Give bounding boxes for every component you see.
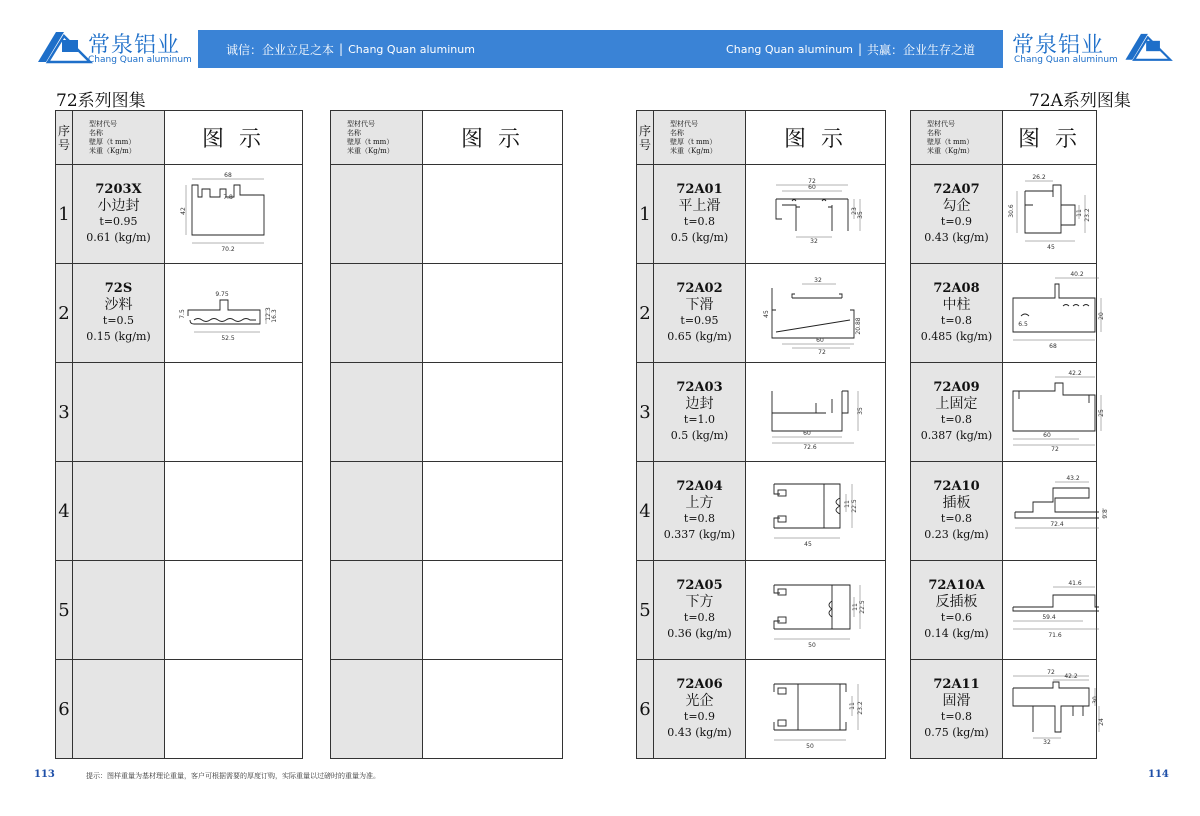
profile-drawing xyxy=(1003,363,1105,462)
table-row xyxy=(331,363,563,462)
profile-name: 反插板 xyxy=(935,594,978,610)
page-title-right: 72A系列图集 xyxy=(1029,91,1131,111)
table-row xyxy=(911,165,1097,264)
header-figure: 图 示 xyxy=(1003,111,1097,165)
profile-name: 勾企 xyxy=(942,198,971,214)
row-number: 6 xyxy=(56,660,73,759)
header-info-line: 壁厚（t mm） xyxy=(89,137,136,146)
profile-drawing xyxy=(1003,165,1097,264)
header-figure: 图 示 xyxy=(165,111,303,165)
catalog-table-1 xyxy=(55,110,303,759)
profile-info xyxy=(911,363,1003,462)
brand-en-left: Chang Quan aluminum xyxy=(348,42,475,56)
profile-code: 72A11 xyxy=(933,677,980,692)
profile-drawing xyxy=(746,165,886,264)
svg-text:42.2: 42.2 xyxy=(1064,673,1078,680)
profile-code: 72A04 xyxy=(676,479,723,494)
table-row xyxy=(56,561,303,660)
profile-weight: 0.75 (kg/m) xyxy=(924,726,989,739)
svg-text:23: 23 xyxy=(850,207,858,215)
header-seq-char: 号 xyxy=(638,137,651,152)
header-seq-char: 序 xyxy=(638,123,651,138)
header-info xyxy=(911,111,1003,165)
brand-logo-right xyxy=(1012,24,1182,68)
catalog-table-3 xyxy=(636,110,886,759)
profile-name: 上固定 xyxy=(935,396,978,412)
header-figure: 图 示 xyxy=(423,111,563,165)
empty-drawing-cell xyxy=(165,561,303,660)
profile-info xyxy=(654,462,746,561)
logo-mark-icon xyxy=(1122,26,1172,66)
profile-weight: 0.5 (kg/m) xyxy=(670,231,729,244)
svg-text:68: 68 xyxy=(1049,343,1057,350)
profile-weight: 0.36 (kg/m) xyxy=(667,627,732,640)
empty-drawing-cell xyxy=(423,561,563,660)
row-number: 4 xyxy=(637,462,654,561)
profile-code: 72A08 xyxy=(933,281,980,296)
table-row xyxy=(911,462,1097,561)
empty-drawing-cell xyxy=(423,165,563,264)
svg-text:35: 35 xyxy=(856,211,864,219)
header-figure: 图 示 xyxy=(746,111,886,165)
svg-text:72.6: 72.6 xyxy=(802,444,817,451)
svg-text:30.6: 30.6 xyxy=(1008,204,1015,218)
table-header-row xyxy=(56,111,303,165)
svg-text:12.3: 12.3 xyxy=(264,307,272,321)
table-row xyxy=(911,264,1097,363)
svg-text:20: 20 xyxy=(1098,312,1105,320)
slogan-left: 诚信：企业立足之本 xyxy=(226,42,335,57)
profile-cross-section-icon xyxy=(762,468,870,554)
empty-drawing-cell xyxy=(165,660,303,759)
empty-drawing-cell xyxy=(423,363,563,462)
profile-code: 72A06 xyxy=(676,677,723,692)
logo-mark-icon xyxy=(34,26,92,66)
profile-cross-section-icon xyxy=(762,567,870,653)
profile-thickness: t=0.8 xyxy=(940,512,973,525)
table-header-row xyxy=(637,111,886,165)
table-row xyxy=(56,660,303,759)
header-info-line: 米重（Kg/m） xyxy=(927,146,974,155)
profile-cross-section-icon xyxy=(762,171,870,257)
svg-text:23.2: 23.2 xyxy=(856,701,864,715)
profile-info xyxy=(73,165,165,264)
svg-text:7.8: 7.8 xyxy=(222,194,233,201)
profile-name: 下方 xyxy=(685,594,714,610)
row-number: 1 xyxy=(637,165,654,264)
slogan-right: 共赢：企业生存之道 xyxy=(866,42,975,57)
table-row xyxy=(331,462,563,561)
profile-name: 光企 xyxy=(685,693,714,709)
profile-info xyxy=(911,165,1003,264)
table-header-row xyxy=(911,111,1097,165)
header-separator: | xyxy=(339,42,344,56)
svg-text:11: 11 xyxy=(848,702,856,710)
profile-weight: 0.14 (kg/m) xyxy=(924,627,989,640)
header-info-line: 米重（Kg/m） xyxy=(89,146,136,155)
svg-text:72: 72 xyxy=(817,349,826,356)
table-row xyxy=(56,363,303,462)
table-row xyxy=(637,462,886,561)
row-number: 3 xyxy=(56,363,73,462)
profile-thickness: t=0.8 xyxy=(683,215,716,228)
catalog-table-4 xyxy=(910,110,1109,759)
header-seq-char: 号 xyxy=(57,137,70,152)
svg-text:45: 45 xyxy=(1047,244,1055,251)
svg-text:32: 32 xyxy=(1043,739,1051,746)
header-info xyxy=(331,111,423,165)
profile-weight: 0.15 (kg/m) xyxy=(86,330,151,343)
header-bar-right xyxy=(600,30,1003,68)
row-number: 3 xyxy=(637,363,654,462)
profile-info xyxy=(654,363,746,462)
profile-drawing xyxy=(746,462,886,561)
svg-text:9.8: 9.8 xyxy=(1102,509,1109,519)
svg-text:26.2: 26.2 xyxy=(1032,174,1046,181)
svg-text:50: 50 xyxy=(805,743,814,750)
row-number: 5 xyxy=(56,561,73,660)
empty-drawing-cell xyxy=(423,264,563,363)
profile-drawing xyxy=(1003,264,1105,363)
profile-weight: 0.61 (kg/m) xyxy=(86,231,151,244)
row-number: 2 xyxy=(637,264,654,363)
empty-info-cell xyxy=(73,660,165,759)
header-info-line: 壁厚（t mm） xyxy=(670,137,717,146)
empty-info-cell xyxy=(331,363,423,462)
profile-code: 72A05 xyxy=(676,578,723,593)
footnote: 提示：图样重量为基材理论重量，客户可根据需要的厚度订购，实际重量以过磅时的重量为准。 xyxy=(86,772,380,780)
table-row xyxy=(331,561,563,660)
profile-name: 边封 xyxy=(685,396,714,412)
profile-info xyxy=(911,462,1003,561)
header-info xyxy=(654,111,746,165)
profile-name: 插板 xyxy=(942,495,971,511)
row-number: 4 xyxy=(56,462,73,561)
page-number-right: 114 xyxy=(1148,769,1169,780)
profile-drawing xyxy=(746,264,886,363)
table-row xyxy=(637,561,886,660)
header-info-line: 型材代号 xyxy=(670,119,698,128)
header-info-line: 型材代号 xyxy=(927,119,955,128)
profile-name: 平上滑 xyxy=(678,198,721,214)
header-bar-left xyxy=(198,30,600,68)
empty-drawing-cell xyxy=(423,660,563,759)
profile-name: 固滑 xyxy=(942,693,971,709)
svg-text:23.2: 23.2 xyxy=(1084,208,1091,222)
header-info-line: 名称 xyxy=(670,128,684,137)
profile-thickness: t=0.8 xyxy=(940,710,973,723)
profile-weight: 0.387 (kg/m) xyxy=(920,429,993,442)
table-row xyxy=(911,561,1097,660)
header-info-line: 名称 xyxy=(347,128,361,137)
svg-text:68: 68 xyxy=(223,172,232,179)
profile-code: 72A01 xyxy=(676,182,723,197)
svg-text:9.75: 9.75 xyxy=(214,291,229,298)
header-seq-char: 序 xyxy=(57,123,70,138)
profile-info xyxy=(911,264,1003,363)
brand-subtitle: Chang Quan aluminum xyxy=(88,55,192,65)
empty-drawing-cell xyxy=(423,462,563,561)
table-row xyxy=(637,264,886,363)
brand-name: 常泉铝业 xyxy=(88,33,181,58)
profile-code: 72A10A xyxy=(928,578,985,593)
row-number: 6 xyxy=(637,660,654,759)
header-info-line: 名称 xyxy=(927,128,941,137)
brand-name: 常泉铝业 xyxy=(1012,33,1105,58)
header-info-line: 型材代号 xyxy=(89,119,117,128)
profile-weight: 0.65 (kg/m) xyxy=(667,330,732,343)
profile-code: 72S xyxy=(104,281,133,296)
svg-text:60: 60 xyxy=(807,184,816,191)
svg-text:11: 11 xyxy=(851,603,859,611)
profile-info xyxy=(654,561,746,660)
page-title-left: 72系列图集 xyxy=(56,91,146,111)
svg-text:42.2: 42.2 xyxy=(1068,370,1082,377)
profile-code: 7203X xyxy=(95,182,142,197)
brand-logo-left xyxy=(34,24,204,68)
header-info-line: 壁厚（t mm） xyxy=(927,137,974,146)
table-row xyxy=(56,165,303,264)
profile-code: 72A07 xyxy=(933,182,980,197)
table-header-row xyxy=(331,111,563,165)
table-row xyxy=(56,264,303,363)
profile-name: 上方 xyxy=(685,495,714,511)
profile-cross-section-icon xyxy=(1003,369,1111,455)
profile-info xyxy=(654,660,746,759)
svg-text:52.5: 52.5 xyxy=(220,335,235,342)
svg-text:72.4: 72.4 xyxy=(1050,521,1064,528)
empty-info-cell xyxy=(73,561,165,660)
svg-text:45: 45 xyxy=(803,541,812,548)
empty-drawing-cell xyxy=(165,363,303,462)
svg-text:60: 60 xyxy=(1043,432,1051,439)
svg-text:72: 72 xyxy=(1051,446,1059,453)
svg-text:70.2: 70.2 xyxy=(220,246,235,253)
profile-name: 下滑 xyxy=(685,297,714,313)
profile-thickness: t=1.0 xyxy=(683,413,716,426)
table-row xyxy=(637,363,886,462)
table-row xyxy=(911,660,1097,759)
header-seq xyxy=(56,111,73,165)
profile-name: 中柱 xyxy=(942,297,971,313)
empty-drawing-cell xyxy=(165,462,303,561)
row-number: 5 xyxy=(637,561,654,660)
profile-info xyxy=(654,165,746,264)
profile-name: 沙料 xyxy=(104,297,133,313)
svg-text:24: 24 xyxy=(1098,718,1105,726)
profile-thickness: t=0.8 xyxy=(940,314,973,327)
svg-text:72: 72 xyxy=(1047,669,1055,676)
svg-text:32: 32 xyxy=(809,238,818,245)
profile-thickness: t=0.8 xyxy=(940,413,973,426)
profile-cross-section-icon xyxy=(180,171,288,257)
profile-weight: 0.43 (kg/m) xyxy=(924,231,989,244)
profile-drawing xyxy=(1003,561,1097,660)
table-row xyxy=(911,363,1097,462)
svg-text:20.88: 20.88 xyxy=(854,317,862,335)
profile-cross-section-icon xyxy=(1003,468,1111,554)
svg-text:60: 60 xyxy=(815,337,824,344)
header-info-line: 米重（Kg/m） xyxy=(347,146,394,155)
svg-text:43.2: 43.2 xyxy=(1066,475,1080,482)
profile-thickness: t=0.95 xyxy=(680,314,719,327)
svg-text:16.3: 16.3 xyxy=(270,309,278,323)
page-number-left: 113 xyxy=(34,769,55,780)
profile-drawing xyxy=(1003,462,1109,561)
svg-text:30: 30 xyxy=(1092,696,1099,704)
brand-en-right: Chang Quan aluminum xyxy=(726,42,853,56)
profile-code: 72A02 xyxy=(676,281,723,296)
svg-text:22.5: 22.5 xyxy=(858,600,866,614)
profile-info xyxy=(911,660,1003,759)
svg-text:41.6: 41.6 xyxy=(1068,580,1082,587)
profile-cross-section-icon xyxy=(1003,270,1111,356)
profile-drawing xyxy=(746,561,886,660)
profile-cross-section-icon xyxy=(180,270,288,356)
svg-text:6.5: 6.5 xyxy=(1018,321,1028,328)
row-number: 2 xyxy=(56,264,73,363)
profile-drawing xyxy=(746,660,886,759)
profile-thickness: t=0.5 xyxy=(102,314,135,327)
profile-drawing xyxy=(165,165,303,264)
profile-code: 72A03 xyxy=(676,380,723,395)
table-row xyxy=(331,165,563,264)
svg-text:32: 32 xyxy=(813,277,822,284)
profile-thickness: t=0.95 xyxy=(99,215,138,228)
svg-text:72: 72 xyxy=(807,178,816,185)
empty-info-cell xyxy=(331,561,423,660)
profile-cross-section-icon xyxy=(1003,666,1111,752)
table-row xyxy=(331,660,563,759)
svg-text:11: 11 xyxy=(843,500,851,508)
empty-info-cell xyxy=(331,660,423,759)
profile-name: 小边封 xyxy=(97,198,140,214)
empty-info-cell xyxy=(331,462,423,561)
profile-thickness: t=0.8 xyxy=(683,512,716,525)
profile-thickness: t=0.9 xyxy=(683,710,716,723)
empty-info-cell xyxy=(331,264,423,363)
table-row xyxy=(637,660,886,759)
profile-weight: 0.337 (kg/m) xyxy=(663,528,736,541)
empty-info-cell xyxy=(73,462,165,561)
profile-thickness: t=0.6 xyxy=(940,611,973,624)
svg-text:45: 45 xyxy=(762,310,770,318)
catalog-table-2 xyxy=(330,110,563,759)
profile-info xyxy=(911,561,1003,660)
profile-drawing xyxy=(165,264,303,363)
profile-drawing xyxy=(746,363,886,462)
profile-cross-section-icon xyxy=(762,270,870,356)
header-info-line: 米重（Kg/m） xyxy=(670,146,717,155)
svg-text:22.5: 22.5 xyxy=(850,499,858,513)
row-number: 1 xyxy=(56,165,73,264)
profile-info xyxy=(654,264,746,363)
header-info-line: 名称 xyxy=(89,128,103,137)
profile-weight: 0.23 (kg/m) xyxy=(924,528,989,541)
header-info-line: 壁厚（t mm） xyxy=(347,137,394,146)
svg-text:71.6: 71.6 xyxy=(1048,632,1062,639)
empty-info-cell xyxy=(331,165,423,264)
empty-info-cell xyxy=(73,363,165,462)
header-separator: | xyxy=(857,42,862,56)
profile-thickness: t=0.8 xyxy=(683,611,716,624)
svg-text:40.2: 40.2 xyxy=(1070,271,1084,278)
svg-text:60: 60 xyxy=(802,430,811,437)
profile-code: 72A09 xyxy=(933,380,980,395)
svg-text:50: 50 xyxy=(807,642,816,649)
svg-text:35: 35 xyxy=(856,407,864,415)
profile-drawing xyxy=(1003,660,1105,759)
profile-code: 72A10 xyxy=(933,479,980,494)
svg-text:25: 25 xyxy=(1098,409,1105,417)
header-info-line: 型材代号 xyxy=(347,119,375,128)
profile-thickness: t=0.9 xyxy=(940,215,973,228)
header-info xyxy=(73,111,165,165)
profile-cross-section-icon xyxy=(1003,171,1111,257)
svg-text:42: 42 xyxy=(179,207,187,215)
profile-cross-section-icon xyxy=(762,369,870,455)
profile-weight: 0.5 (kg/m) xyxy=(670,429,729,442)
table-row xyxy=(56,462,303,561)
svg-text:11: 11 xyxy=(1076,209,1083,217)
profile-cross-section-icon xyxy=(1003,567,1111,653)
profile-weight: 0.43 (kg/m) xyxy=(667,726,732,739)
profile-weight: 0.485 (kg/m) xyxy=(920,330,993,343)
header-seq xyxy=(637,111,654,165)
table-row xyxy=(331,264,563,363)
brand-subtitle: Chang Quan aluminum xyxy=(1014,55,1118,65)
svg-text:7.5: 7.5 xyxy=(178,309,186,319)
svg-text:59.4: 59.4 xyxy=(1042,614,1056,621)
profile-info xyxy=(73,264,165,363)
table-row xyxy=(637,165,886,264)
profile-cross-section-icon xyxy=(762,666,870,752)
